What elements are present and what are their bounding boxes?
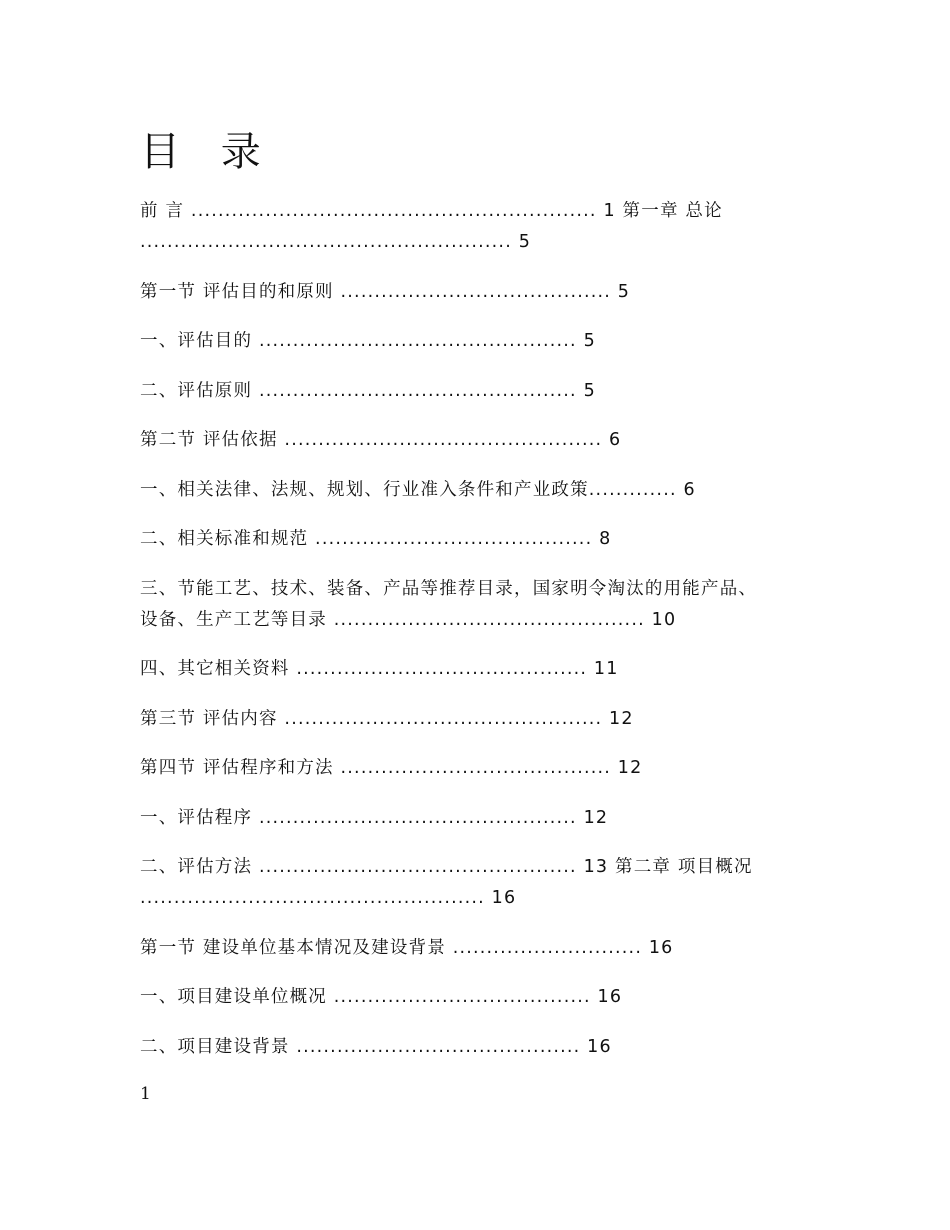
toc-title: 目 录 <box>140 129 275 175</box>
toc-entry[interactable]: 一、项目建设单位概况 ...................................... 16 <box>140 987 623 1007</box>
toc-entry-cont[interactable]: 设备、生产工艺等目录 .............................................. 10 <box>140 609 677 630</box>
toc-entry[interactable]: 四、其它相关资料 ........................................... 11 <box>140 659 619 679</box>
table-of-contents <box>140 196 830 1063</box>
toc-entry[interactable]: 一、评估目的 ............................................... 5 <box>140 331 596 351</box>
toc-entry[interactable]: 二、项目建设背景 .......................................... 16 <box>140 1036 612 1057</box>
toc-entry[interactable]: 一、评估程序 ............................................... 12 <box>140 807 609 828</box>
toc-entry[interactable]: 第四节 评估程序和方法 ........................................ 12 <box>140 758 643 778</box>
toc-entry[interactable]: 第一节 建设单位基本情况及建设背景 ............................ 16 <box>140 937 674 958</box>
toc-entry[interactable]: 二、评估原则 ............................................... 5 <box>140 380 596 401</box>
toc-entry[interactable]: 三、节能工艺、技术、装备、产品等推荐目录，国家明令淘汰的用能产品、 <box>140 578 758 599</box>
toc-entry[interactable]: 第三节 评估内容 ............................................... 12 <box>140 708 634 729</box>
toc-entry-preface-cont[interactable]: ....................................................... 5 <box>140 232 532 252</box>
toc-entry[interactable]: 二、相关标准和规范 ......................................... 8 <box>140 529 612 549</box>
page-number: 1 <box>140 1084 151 1104</box>
toc-entry[interactable]: 二、评估方法 ............................................... 13 第二章 项目概况 <box>140 857 753 877</box>
toc-entry-preface[interactable]: 前 言 ............................................................ 1 第一章 总论 <box>140 201 723 221</box>
toc-entry[interactable]: 第二节 评估依据 ............................................... 6 <box>140 430 622 450</box>
toc-entry[interactable]: 一、相关法律、法规、规划、行业准入条件和产业政策............. 6 <box>140 479 696 500</box>
toc-entry-cont[interactable]: ................................................... 16 <box>140 888 517 908</box>
toc-entry[interactable]: 第一节 评估目的和原则 ........................................ 5 <box>140 281 631 302</box>
